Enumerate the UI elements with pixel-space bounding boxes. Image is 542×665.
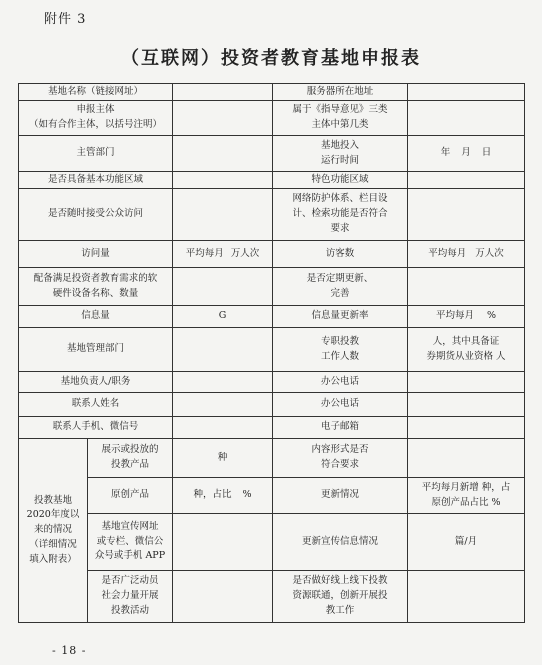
- form-row: [19, 514, 525, 571]
- field-value: [173, 328, 273, 372]
- field-label: 原创产品: [88, 478, 173, 514]
- field-label: 办公电话: [273, 393, 408, 417]
- field-value: [408, 189, 525, 241]
- field-value: [173, 571, 273, 623]
- field-value: 篇/月: [408, 514, 525, 571]
- field-label: 网络防护体系、栏目设 计、检索功能是否符合 要求: [273, 189, 408, 241]
- field-label: 联系人姓名: [19, 393, 173, 417]
- section-label: 投教基地 2020年度以 来的情况 （详细情况 填入附表）: [19, 439, 88, 623]
- field-label: 展示或投放的 投教产品: [88, 439, 173, 478]
- field-value: [408, 84, 525, 101]
- field-label: 办公电话: [273, 372, 408, 393]
- field-label: 基地投入 运行时间: [273, 136, 408, 172]
- application-form-table: [18, 83, 525, 623]
- form-row: [19, 306, 525, 328]
- field-label: 更新情况: [273, 478, 408, 514]
- field-label: 访问量: [19, 241, 173, 268]
- form-title: （互联网）投资者教育基地申报表: [121, 48, 421, 69]
- field-label: 信息量: [19, 306, 173, 328]
- field-value: [173, 393, 273, 417]
- form-row: [19, 136, 525, 172]
- form-row: [19, 393, 525, 417]
- form-row: [19, 172, 525, 189]
- field-label: 基地宣传网址 或专栏、微信公 众号或手机 APP: [88, 514, 173, 571]
- field-value: [173, 417, 273, 439]
- field-label: 更新宣传信息情况: [273, 514, 408, 571]
- field-label: 专职投教 工作人数: [273, 328, 408, 372]
- field-value: 种: [173, 439, 273, 478]
- field-value: 平均每月 %: [408, 306, 525, 328]
- field-value: [173, 84, 273, 101]
- field-value: [408, 417, 525, 439]
- field-label: 信息量更新率: [273, 306, 408, 328]
- field-label: 内容形式是否 符合要求: [273, 439, 408, 478]
- field-value: [408, 393, 525, 417]
- field-value: 平均每月 万人次: [173, 241, 273, 268]
- attachment-label: 附件 3: [44, 12, 87, 27]
- field-value: [408, 571, 525, 623]
- field-label: 基地管理部门: [19, 328, 173, 372]
- field-label: 配备满足投资者教育需求的软 硬件设备名称、数量: [19, 268, 173, 306]
- form-row: [19, 372, 525, 393]
- field-value: [408, 268, 525, 306]
- field-value: [408, 372, 525, 393]
- form-row: [19, 189, 525, 241]
- field-value: 人，其中具备证 券期货从业资格 人: [408, 328, 525, 372]
- field-value: [173, 136, 273, 172]
- field-value: 年 月 日: [408, 136, 525, 172]
- form-row: [19, 241, 525, 268]
- field-label: 访客数: [273, 241, 408, 268]
- form-row: [19, 571, 525, 623]
- field-value: 平均每月新增 种，占 原创产品占比 %: [408, 478, 525, 514]
- field-value: G: [173, 306, 273, 328]
- field-label: 是否广泛动员 社会力量开展 投教活动: [88, 571, 173, 623]
- field-label: 是否定期更新、 完善: [273, 268, 408, 306]
- form-row: [19, 268, 525, 306]
- field-value: 种，占比 %: [173, 478, 273, 514]
- field-value: [173, 172, 273, 189]
- field-value: [173, 189, 273, 241]
- form-row: [19, 417, 525, 439]
- form-row: [19, 328, 525, 372]
- form-row: [19, 478, 525, 514]
- field-label: 服务器所在地址: [273, 84, 408, 101]
- field-value: [173, 101, 273, 136]
- field-value: [408, 439, 525, 478]
- form-row: [19, 101, 525, 136]
- field-value: [173, 372, 273, 393]
- field-label: 是否做好线上线下投教 资源联通，创新开展投 教工作: [273, 571, 408, 623]
- form-row: [19, 439, 525, 478]
- field-label: 是否具备基本功能区域: [19, 172, 173, 189]
- field-label: 特色功能区域: [273, 172, 408, 189]
- field-value: [173, 268, 273, 306]
- field-value: [408, 101, 525, 136]
- field-value: [408, 172, 525, 189]
- field-label: 主管部门: [19, 136, 173, 172]
- field-label: 是否随时接受公众访问: [19, 189, 173, 241]
- page-number: - 18 -: [52, 644, 87, 657]
- field-label: 基地名称（链接网址）: [19, 84, 173, 101]
- form-row: [19, 84, 525, 101]
- field-label: 基地负责人/职务: [19, 372, 173, 393]
- field-label: 申报主体 （如有合作主体，以括号注明）: [19, 101, 173, 136]
- field-label: 电子邮箱: [273, 417, 408, 439]
- field-label: 联系人手机、微信号: [19, 417, 173, 439]
- field-label: 属于《指导意见》三类 主体中第几类: [273, 101, 408, 136]
- field-value: 平均每月 万人次: [408, 241, 525, 268]
- field-value: [173, 514, 273, 571]
